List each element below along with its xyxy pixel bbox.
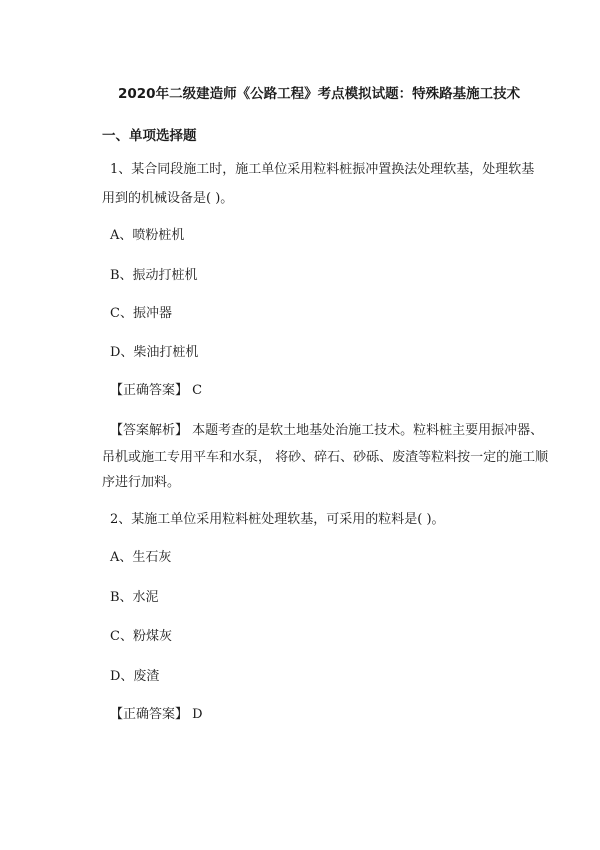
question-2-option-c: C、粉煤灰: [110, 629, 172, 644]
question-1-option-c: C、振冲器: [110, 306, 172, 321]
question-1-stem-line-1: 1、某合同段施工时，施工单位采用粒料桩振冲置换法处理软基，处理软基: [110, 162, 535, 177]
question-2-option-d: D、废渣: [110, 669, 160, 684]
question-2-stem: 2、某施工单位采用粒料桩处理软基，可采用的粒料是( )。: [110, 512, 445, 527]
question-1-option-b: B、振动打桩机: [110, 268, 198, 283]
question-2-option-b: B、水泥: [110, 590, 159, 605]
document-title: 2020年二级建造师《公路工程》考点模拟试题：特殊路基施工技术: [118, 86, 521, 102]
question-1-answer: 【正确答案】 C: [110, 383, 203, 398]
question-2-option-a: A、生石灰: [110, 550, 172, 565]
question-1-option-d: D、柴油打桩机: [110, 345, 199, 360]
section-heading: 一、单项选择题: [102, 128, 197, 144]
question-2-answer: 【正确答案】 D: [110, 707, 203, 722]
question-1-option-a: A、喷粉桩机: [110, 228, 185, 243]
question-1-analysis-line-3: 序进行加料。: [102, 475, 181, 490]
question-1-analysis-line-2: 吊机或施工专用平车和水泵， 将砂、碎石、砂砾、废渣等粒料按一定的施工顺: [102, 450, 549, 465]
question-1-analysis-line-1: 【答案解析】 本题考查的是软土地基处治施工技术。粒料桩主要用振冲器、: [110, 423, 544, 438]
question-1-stem-line-2: 用到的机械设备是( )。: [102, 191, 234, 206]
